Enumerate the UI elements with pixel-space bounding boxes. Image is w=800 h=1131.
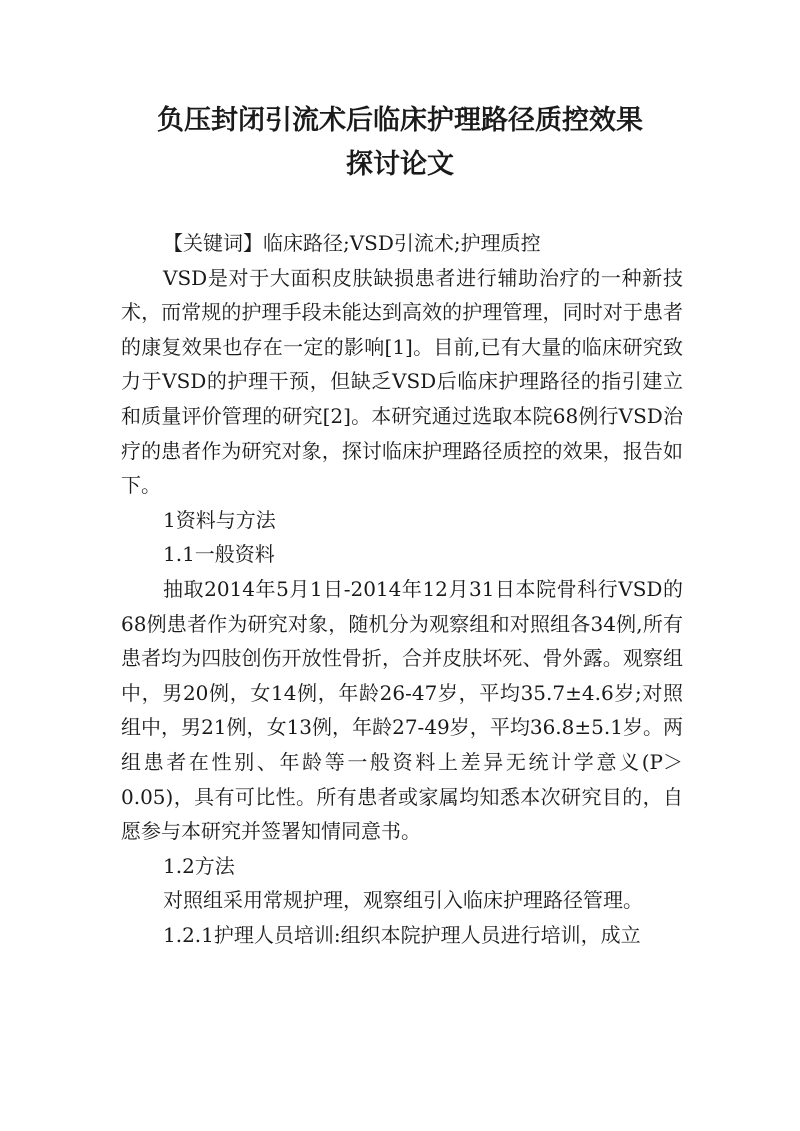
keywords-paragraph: 【关键词】临床路径;VSD引流术;护理质控 xyxy=(163,231,541,255)
document-body xyxy=(121,226,683,952)
intro-paragraph: VSD是对于大面积皮肤缺损患者进行辅助治疗的一种新技术，而常规的护理手段未能达到高效的护理管理，同时对于患者的康复效果也存在一定的影响[1]。目前,已有大量的临床研究致力于VSD的护理干预，但缺乏VSD后临床护理路径的指引建立和质量评价管理的研究[2]。本研究通过选取本院68例行VSD治疗的患者作为研究对象，探讨临床护理路径质控的效果，报告如下。 xyxy=(121,265,683,498)
section-1-1-paragraph: 抽取2014年5月1日-2014年12月31日本院骨科行VSD的68例患者作为研究对象，随机分为观察组和对照组各34例,所有患者均为四肢创伤开放性骨折，合并皮肤坏死、骨外露。观察组中，男20例，女14例，年龄26-47岁，平均35.7±4.6岁;对照组中，男21例，女13例，年龄27-49岁，平均36.8±5.1岁。两组患者在性别、年龄等一般资料上差异无统计学意义(P＞0.05)，具有可比性。所有患者或家属均知悉本次研究目的，自愿参与本研究并签署知情同意书。 xyxy=(121,576,683,844)
section-1-heading: 1资料与方法 xyxy=(163,507,276,532)
section-1-2-paragraph: 对照组采用常规护理，观察组引入临床护理路径管理。 xyxy=(163,888,643,913)
section-1-2-1-paragraph: 1.2.1护理人员培训:组织本院护理人员进行培训，成立 xyxy=(163,922,641,947)
document-title-line-2: 探讨论文 xyxy=(346,149,454,180)
document-title-line-1: 负压封闭引流术后临床护理路径质控效果 xyxy=(157,105,643,136)
section-1-1-heading: 1.1一般资料 xyxy=(163,542,275,567)
section-1-2-heading: 1.2方法 xyxy=(163,853,235,878)
